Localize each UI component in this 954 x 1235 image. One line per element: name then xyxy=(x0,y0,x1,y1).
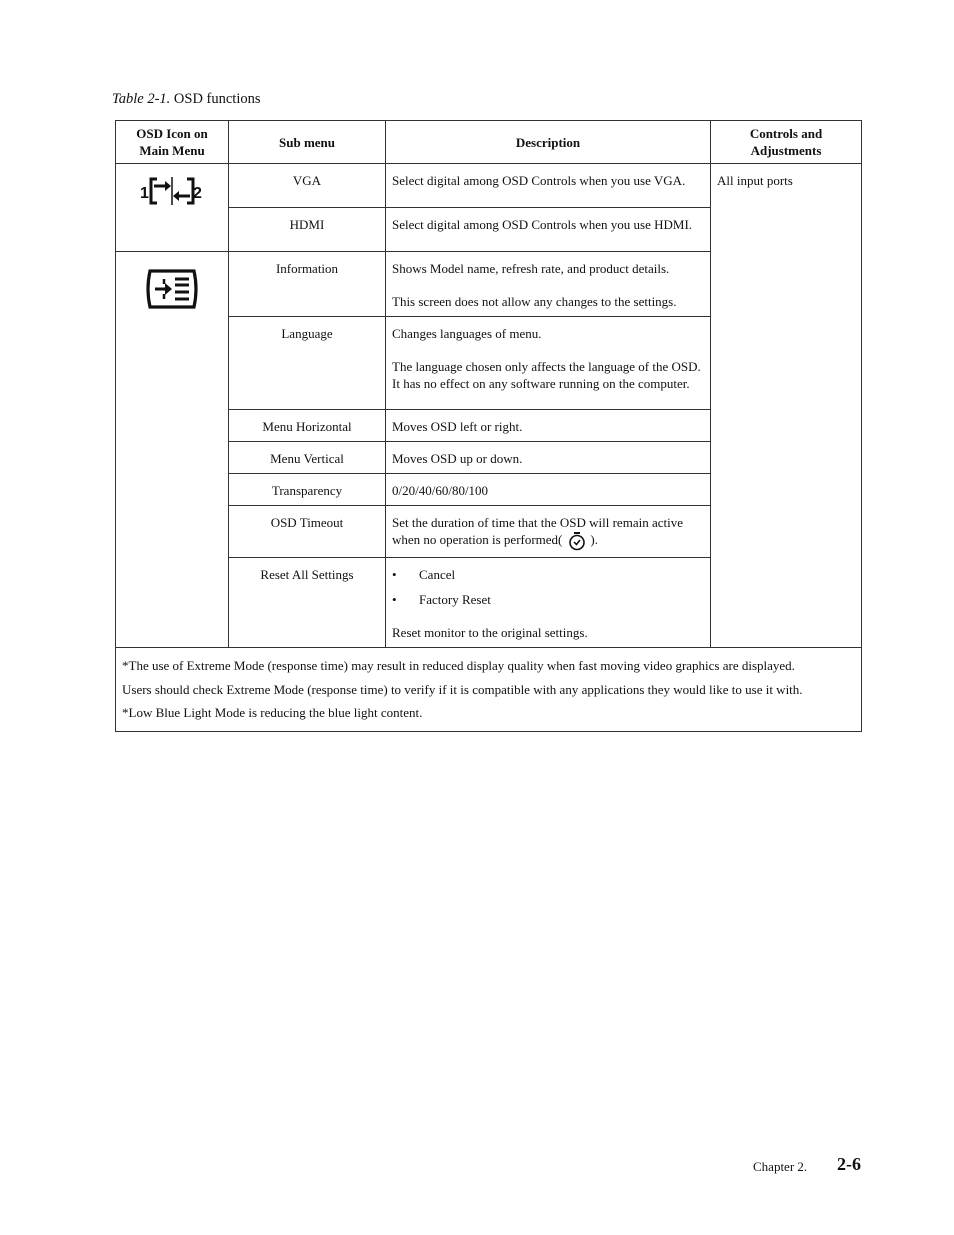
caption-label: Table 2-1. xyxy=(112,91,171,107)
osd-functions-table xyxy=(115,120,862,732)
submenu-menu-horizontal: Menu Horizontal xyxy=(229,410,386,442)
table-row xyxy=(116,164,862,208)
header-row xyxy=(116,121,862,164)
submenu-transparency: Transparency xyxy=(229,474,386,506)
bullet-dot: • xyxy=(392,592,397,608)
settings-icon-cell xyxy=(116,252,229,648)
desc-osd-timeout xyxy=(386,506,711,558)
bullet-factory-reset-text: Factory Reset xyxy=(419,592,491,608)
submenu-language: Language xyxy=(229,317,386,410)
submenu-menu-vertical: Menu Vertical xyxy=(229,442,386,474)
footer-chapter: Chapter 2. xyxy=(753,1159,808,1174)
desc-language-line2: The language chosen only affects the language of the OSD. It has no effect on any software running on the computer. xyxy=(392,359,701,391)
submenu-vga: VGA xyxy=(229,164,386,208)
footnote-low-blue-light: *Low Blue Light Mode is reducing the blue light content. xyxy=(122,705,423,721)
footnote-check-extreme-mode: Users should check Extreme Mode (response time) to verify if it is compatible with any applications they would like to use it with. xyxy=(122,681,803,697)
input-icon-cell xyxy=(116,164,229,252)
header-submenu: Sub menu xyxy=(229,121,386,164)
submenu-hdmi: HDMI xyxy=(229,208,386,252)
input-switch-icon xyxy=(137,174,207,208)
input-digit-right: 2 xyxy=(193,185,202,202)
caption-text: OSD functions xyxy=(173,91,261,107)
menu-settings-icon xyxy=(144,268,200,310)
header-controls: Controls and Adjustments xyxy=(711,121,862,164)
input-digit-left: 1 xyxy=(140,185,149,202)
footnote-extreme-mode: *The use of Extreme Mode (response time) may result in reduced display quality when fast moving video graphics are displayed. xyxy=(122,658,795,674)
bullet-item-cancel xyxy=(392,566,704,583)
desc-reset-all-settings xyxy=(386,558,711,648)
desc-osd-timeout-end: ). xyxy=(590,532,598,547)
desc-language-line1: Changes languages of menu. xyxy=(392,326,542,341)
footnote-row xyxy=(116,648,862,732)
header-osd-icon: OSD Icon on Main Menu xyxy=(116,121,229,164)
bullet-dot: • xyxy=(392,567,397,583)
header-description: Description xyxy=(386,121,711,164)
desc-information-line2: This screen does not allow any changes to the settings. xyxy=(392,294,677,309)
desc-hdmi: Select digital among OSD Controls when you use HDMI. xyxy=(386,208,711,252)
desc-menu-horizontal: Moves OSD left or right. xyxy=(386,410,711,442)
bullet-item-factory-reset xyxy=(392,591,704,608)
desc-osd-timeout-text: Set the duration of time that the OSD will remain active when no operation is performed( xyxy=(392,515,683,547)
submenu-information: Information xyxy=(229,252,386,317)
desc-reset-line: Reset monitor to the original settings. xyxy=(392,625,588,641)
page-number: 2-6 xyxy=(837,1154,861,1174)
desc-information-line1: Shows Model name, refresh rate, and product details. xyxy=(392,261,670,276)
table-caption xyxy=(112,91,261,108)
controls-all-input-ports: All input ports xyxy=(711,164,862,648)
submenu-osd-timeout: OSD Timeout xyxy=(229,506,386,558)
desc-vga: Select digital among OSD Controls when you use VGA. xyxy=(386,164,711,208)
timer-icon xyxy=(568,531,586,551)
submenu-reset-all-settings: Reset All Settings xyxy=(229,558,386,648)
desc-information xyxy=(386,252,711,317)
footnote-cell xyxy=(116,648,862,732)
desc-language xyxy=(386,317,711,410)
desc-transparency: 0/20/40/60/80/100 xyxy=(386,474,711,506)
bullet-cancel-text: Cancel xyxy=(419,567,456,583)
desc-menu-vertical: Moves OSD up or down. xyxy=(386,442,711,474)
